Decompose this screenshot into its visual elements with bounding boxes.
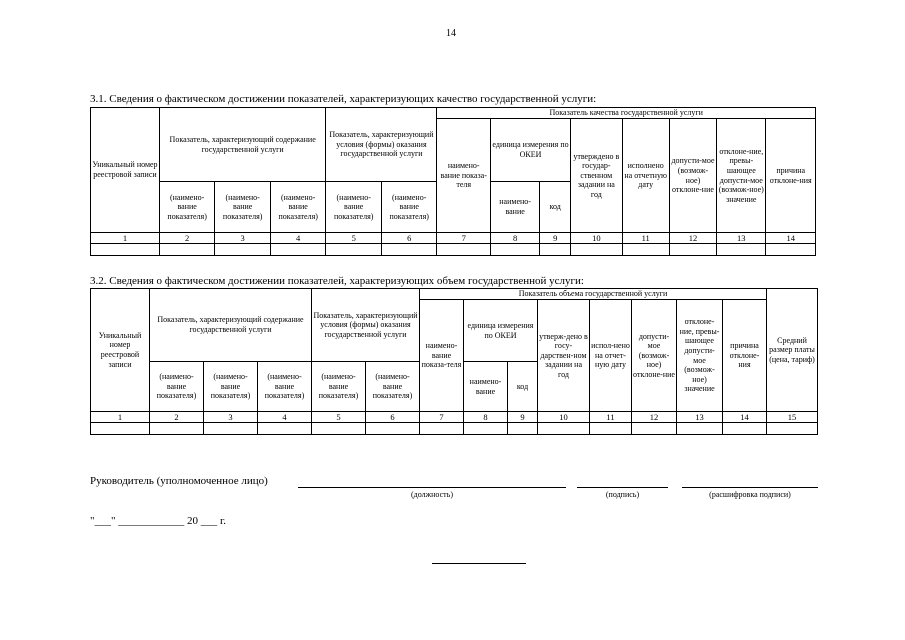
column-number: 7 [437, 233, 490, 244]
quality-indicators-table [90, 107, 816, 256]
table-row-empty [91, 423, 818, 435]
sub-indicator-name: (наимено-вание показателя) [215, 182, 271, 233]
column-number: 4 [270, 233, 326, 244]
signature-decode-caption: (расшифровка подписи) [709, 490, 791, 499]
col-content: Показатель, характеризующий содержание государственной услуги [150, 289, 312, 362]
position-line [298, 487, 566, 488]
column-number: 11 [590, 412, 632, 423]
col-exceeding-deviation: отклоне-ние, превы-шающее допусти-мое (возмож-ное) значение [717, 119, 766, 233]
col-unit-name: наимено-вание [490, 182, 539, 233]
column-number: 2 [159, 233, 215, 244]
column-number: 12 [632, 412, 677, 423]
column-number: 9 [540, 233, 571, 244]
position-caption: (должность) [411, 490, 453, 499]
col-unit-code: код [540, 182, 571, 233]
column-number: 6 [366, 412, 420, 423]
column-number: 3 [215, 233, 271, 244]
col-content: Показатель, характеризующий содержание государственной услуги [159, 108, 326, 182]
page-number: 14 [446, 28, 456, 39]
col-executed: испол-нено на отчет-ную дату [590, 300, 632, 412]
col-group: Показатель объема государственной услуги [420, 289, 767, 300]
sub-indicator-name: (наимено-вание показателя) [159, 182, 215, 233]
column-number: 10 [538, 412, 590, 423]
column-numbers-row [91, 412, 818, 423]
col-unit: единица измерения по ОКЕИ [464, 300, 538, 362]
col-executed: исполнено на отчетную дату [622, 119, 669, 233]
col-indicator-name: наимено-вание показа-теля [437, 119, 490, 233]
sub-indicator-name: (наимено-вание показателя) [381, 182, 437, 233]
sub-indicator-name: (наимено-вание показателя) [312, 362, 366, 412]
col-exceeding-deviation: отклоне-ние, превы-шающее допусти-мое (возмож-ное) значение [677, 300, 723, 412]
column-number: 10 [571, 233, 622, 244]
col-deviation-reason: причина отклоне-ния [723, 300, 767, 412]
section-3-1-title: 3.1. Сведения о фактическом достижении показателей, характеризующих качество государственной услуги: [90, 93, 597, 105]
col-registry: Уникальный номер реестровой записи [91, 289, 150, 412]
sub-indicator-name: (наимено-вание показателя) [326, 182, 382, 233]
column-number: 12 [669, 233, 716, 244]
col-allowed-deviation: допусти-мое (возмож-ное) отклоне-ние [669, 119, 716, 233]
signature-decode-line [682, 487, 818, 488]
sub-indicator-name: (наимено-вание показателя) [150, 362, 204, 412]
sub-indicator-name: (наимено-вание показателя) [366, 362, 420, 412]
sub-indicator-name: (наимено-вание показателя) [204, 362, 258, 412]
column-number: 11 [622, 233, 669, 244]
column-number: 8 [490, 233, 539, 244]
column-number: 13 [677, 412, 723, 423]
column-number: 13 [717, 233, 766, 244]
col-group: Показатель качества государственной услуги [437, 108, 816, 119]
col-indicator-name: наимено-вание показа-теля [420, 300, 464, 412]
column-number: 9 [508, 412, 538, 423]
col-registry: Уникальный номер реестровой записи [91, 108, 160, 233]
column-number: 1 [91, 412, 150, 423]
col-approved: утверждено в государ-ственном задании на год [571, 119, 622, 233]
col-allowed-deviation: допусти-мое (возмож-ное) отклоне-ние [632, 300, 677, 412]
column-number: 6 [381, 233, 437, 244]
column-number: 2 [150, 412, 204, 423]
col-deviation-reason: причина отклоне-ния [766, 119, 816, 233]
signature-caption: (подпись) [605, 490, 640, 499]
column-number: 4 [258, 412, 312, 423]
col-conditions: Показатель, характеризующий условия (формы) оказания государственной услуги [326, 108, 437, 182]
section-3-2-title: 3.2. Сведения о фактическом достижении показателей, характеризующих объем государственной услуги: [90, 275, 584, 287]
column-numbers-row [91, 233, 816, 244]
column-number: 3 [204, 412, 258, 423]
sub-indicator-name: (наимено-вание показателя) [270, 182, 326, 233]
column-number: 15 [767, 412, 818, 423]
table-row-empty [91, 244, 816, 256]
column-number: 5 [312, 412, 366, 423]
column-number: 8 [464, 412, 508, 423]
col-unit-name: наимено-вание [464, 362, 508, 412]
column-number: 7 [420, 412, 464, 423]
column-number: 14 [766, 233, 816, 244]
column-number: 14 [723, 412, 767, 423]
col-unit-code: код [508, 362, 538, 412]
col-approved: утверж-дено в госу-дарствен-ном задании на год [538, 300, 590, 412]
volume-indicators-table [90, 288, 818, 435]
column-number: 1 [91, 233, 160, 244]
col-unit: единица измерения по ОКЕИ [490, 119, 570, 182]
signature-line [577, 487, 668, 488]
column-number: 5 [326, 233, 382, 244]
sub-indicator-name: (наимено-вание показателя) [258, 362, 312, 412]
col-conditions: Показатель, характеризующий условия (формы) оказания государственной услуги [312, 289, 420, 362]
date-line: "___" ____________ 20 ___ г. [90, 515, 227, 527]
footnote-separator [432, 563, 526, 564]
col-average-price: Средний размер платы (цена, тариф) [767, 289, 818, 412]
signatory-label: Руководитель (уполномоченное лицо) [90, 475, 268, 487]
